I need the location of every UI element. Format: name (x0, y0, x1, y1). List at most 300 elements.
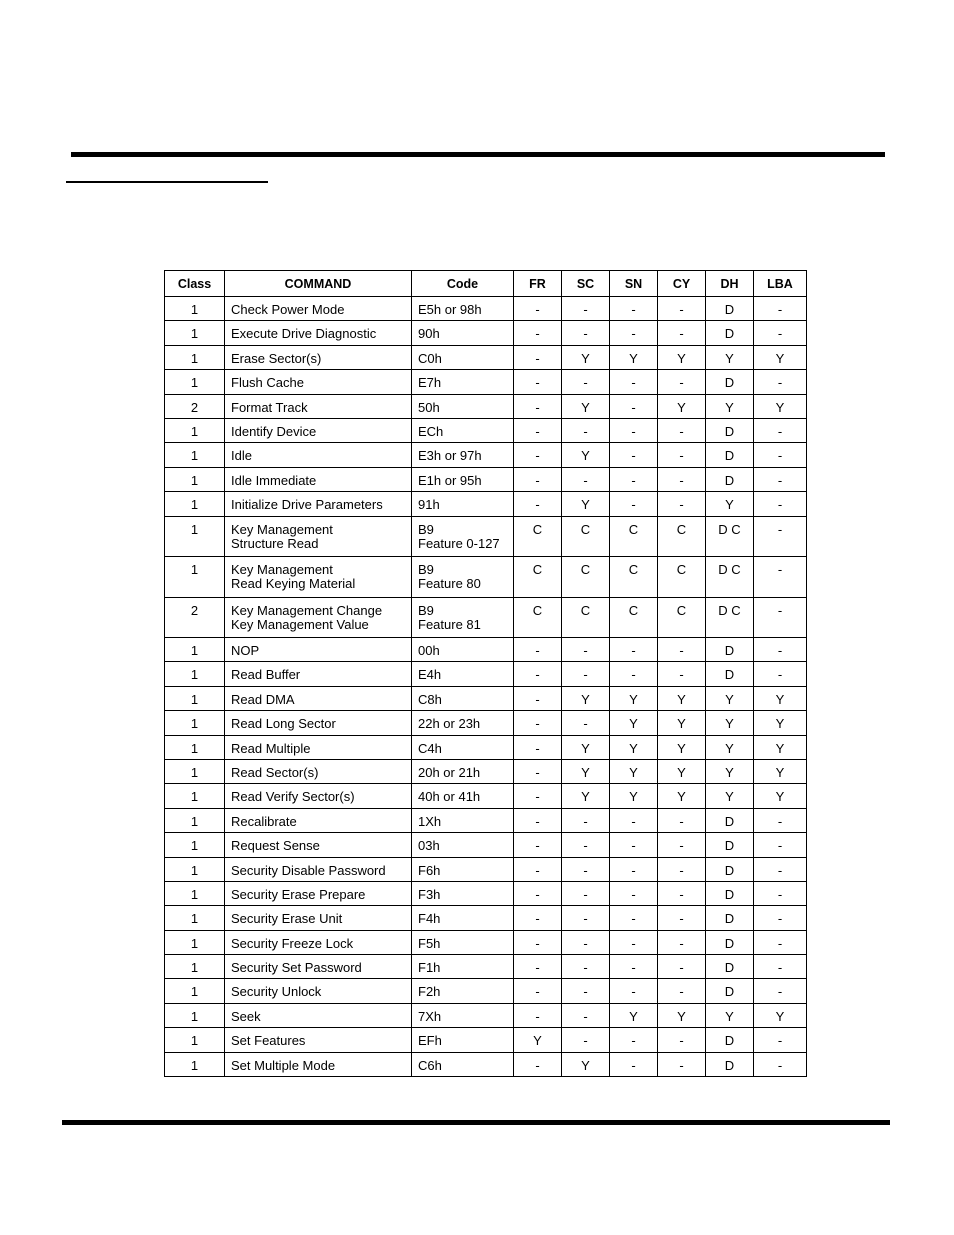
code-line: E4h (418, 667, 442, 683)
cell-class: 1 (165, 1003, 225, 1027)
cell-command (225, 1028, 412, 1052)
cell-cy: - (658, 370, 706, 394)
header-lba: LBA (754, 271, 807, 297)
cell-class: 1 (165, 1052, 225, 1076)
cell-sn: - (610, 930, 658, 954)
cell-sc: - (562, 833, 610, 857)
cell-dh: D (706, 808, 754, 832)
cell-command (225, 662, 412, 686)
cell-lba: Y (754, 1003, 807, 1027)
cell-cy: Y (658, 784, 706, 808)
cell-cy: - (658, 418, 706, 442)
cell-cy: - (658, 443, 706, 467)
table-row (165, 1052, 807, 1076)
cell-cy: - (658, 1052, 706, 1076)
cell-cy: - (658, 467, 706, 491)
cell-sc: - (562, 857, 610, 881)
cell-code (412, 881, 514, 905)
cell-sc: - (562, 808, 610, 832)
cell-fr: - (514, 662, 562, 686)
cell-code (412, 662, 514, 686)
cell-cy: C (658, 557, 706, 598)
cell-lba: - (754, 833, 807, 857)
table-row (165, 597, 807, 638)
cell-lba: - (754, 1028, 807, 1052)
command-line: Read Verify Sector(s) (231, 789, 355, 805)
cell-lba: Y (754, 345, 807, 369)
code-line: C0h (418, 350, 442, 366)
cell-command (225, 686, 412, 710)
heading-underline (66, 181, 268, 183)
code-line: 22h or 23h (418, 716, 481, 732)
cell-lba: Y (754, 711, 807, 735)
table-row (165, 557, 807, 598)
cell-sc: Y (562, 492, 610, 516)
code-line: F4h (418, 911, 441, 927)
command-line: Security Erase Unit (231, 911, 343, 927)
cell-lba: Y (754, 394, 807, 418)
cell-sn: - (610, 906, 658, 930)
command-line: Seek (231, 1008, 261, 1024)
cell-command (225, 930, 412, 954)
cell-dh: D (706, 979, 754, 1003)
cell-sn: - (610, 662, 658, 686)
cell-fr: - (514, 979, 562, 1003)
cell-class: 1 (165, 467, 225, 491)
cell-fr: - (514, 784, 562, 808)
cell-cy: Y (658, 759, 706, 783)
cell-lba: Y (754, 686, 807, 710)
command-line: Read DMA (231, 691, 295, 707)
command-line: Security Disable Password (231, 862, 386, 878)
cell-command (225, 808, 412, 832)
command-line: Read Sector(s) (231, 764, 319, 780)
cell-sc: - (562, 370, 610, 394)
code-line: B9 (418, 521, 434, 537)
cell-code (412, 597, 514, 638)
table-row (165, 662, 807, 686)
command-line: Format Track (231, 399, 308, 415)
cell-cy: - (658, 857, 706, 881)
table-row (165, 906, 807, 930)
cell-command (225, 321, 412, 345)
cell-command (225, 955, 412, 979)
table-row (165, 955, 807, 979)
cell-cy: - (658, 906, 706, 930)
cell-code (412, 833, 514, 857)
cell-dh: Y (706, 345, 754, 369)
cell-dh: D (706, 418, 754, 442)
cell-class: 1 (165, 784, 225, 808)
cell-lba: - (754, 467, 807, 491)
cell-sc: - (562, 1028, 610, 1052)
cell-lba: - (754, 418, 807, 442)
cell-sn: C (610, 516, 658, 557)
cell-sc: - (562, 321, 610, 345)
cell-sn: - (610, 857, 658, 881)
cell-code (412, 930, 514, 954)
cell-fr: - (514, 711, 562, 735)
table-row (165, 979, 807, 1003)
cell-class: 1 (165, 345, 225, 369)
cell-lba: - (754, 906, 807, 930)
cell-class: 1 (165, 759, 225, 783)
cell-command (225, 597, 412, 638)
cell-dh: Y (706, 394, 754, 418)
cell-sc: - (562, 638, 610, 662)
cell-lba: - (754, 492, 807, 516)
code-line: ECh (418, 423, 444, 439)
cell-class: 1 (165, 906, 225, 930)
code-line: E5h or 98h (418, 302, 482, 317)
cell-cy: Y (658, 394, 706, 418)
cell-code (412, 955, 514, 979)
header-command: COMMAND (225, 271, 412, 297)
cell-class: 1 (165, 297, 225, 321)
cell-command (225, 418, 412, 442)
cell-sn: C (610, 557, 658, 598)
command-line: Set Multiple Mode (231, 1057, 336, 1073)
cell-class: 1 (165, 833, 225, 857)
cell-sn: - (610, 443, 658, 467)
cell-code (412, 394, 514, 418)
cell-class: 2 (165, 597, 225, 638)
cell-class: 1 (165, 1028, 225, 1052)
cell-sn: - (610, 1028, 658, 1052)
cell-dh: Y (706, 784, 754, 808)
cell-lba: - (754, 516, 807, 557)
cell-dh: D (706, 443, 754, 467)
cell-code (412, 979, 514, 1003)
command-line: Structure Read (231, 535, 319, 551)
cell-dh: D (706, 1028, 754, 1052)
cell-cy: - (658, 297, 706, 321)
cell-dh: D (706, 930, 754, 954)
cell-lba: - (754, 370, 807, 394)
table-row (165, 833, 807, 857)
cell-code (412, 906, 514, 930)
header-cy: CY (658, 271, 706, 297)
command-line: Execute Drive Diagnostic (231, 326, 377, 342)
header-fr: FR (514, 271, 562, 297)
cell-sc: Y (562, 784, 610, 808)
cell-code (412, 857, 514, 881)
command-line: Key Management Change (231, 602, 383, 618)
cell-code (412, 297, 514, 321)
command-line: Set Features (231, 1033, 306, 1049)
cell-fr: - (514, 345, 562, 369)
cell-sc: - (562, 1003, 610, 1027)
code-line: F2h (418, 984, 441, 1000)
cell-cy: - (658, 492, 706, 516)
cell-sn: Y (610, 735, 658, 759)
cell-class: 1 (165, 638, 225, 662)
cell-class: 1 (165, 516, 225, 557)
table-row (165, 930, 807, 954)
code-line: C6h (418, 1057, 442, 1073)
cell-fr: C (514, 516, 562, 557)
cell-lba: Y (754, 735, 807, 759)
cell-sn: Y (610, 1003, 658, 1027)
cell-sn: - (610, 321, 658, 345)
cell-command (225, 759, 412, 783)
header-dh: DH (706, 271, 754, 297)
cell-sc: - (562, 467, 610, 491)
cell-code (412, 467, 514, 491)
command-line: Read Buffer (231, 667, 301, 683)
cell-dh: D (706, 297, 754, 321)
code-line: 50h (418, 399, 440, 415)
table-row (165, 1003, 807, 1027)
cell-dh: D C (706, 516, 754, 557)
cell-sc: - (562, 930, 610, 954)
cell-sn: - (610, 808, 658, 832)
code-line: F5h (418, 935, 441, 951)
bottom-rule (62, 1120, 890, 1125)
cell-cy: - (658, 881, 706, 905)
cell-lba: - (754, 808, 807, 832)
cell-sn: Y (610, 784, 658, 808)
command-line: Key Management Value (231, 616, 369, 632)
cell-cy: - (658, 662, 706, 686)
command-line: Security Unlock (231, 984, 322, 1000)
cell-lba: - (754, 979, 807, 1003)
code-line: 03h (418, 838, 440, 854)
table-row (165, 759, 807, 783)
command-line: NOP (231, 643, 260, 659)
table-header-row (165, 271, 807, 297)
cell-code (412, 711, 514, 735)
command-line: Idle (231, 448, 252, 464)
cell-command (225, 881, 412, 905)
cell-fr: - (514, 808, 562, 832)
cell-command (225, 492, 412, 516)
cell-cy: - (658, 321, 706, 345)
cell-sc: C (562, 516, 610, 557)
cell-class: 1 (165, 321, 225, 345)
cell-command (225, 516, 412, 557)
command-line: Initialize Drive Parameters (231, 497, 383, 513)
cell-fr: Y (514, 1028, 562, 1052)
cell-command (225, 711, 412, 735)
table-body (165, 297, 807, 1077)
cell-sc: - (562, 881, 610, 905)
table-row (165, 881, 807, 905)
cell-command (225, 735, 412, 759)
cell-sn: Y (610, 711, 658, 735)
cell-sn: - (610, 833, 658, 857)
cell-sn: - (610, 638, 658, 662)
cell-lba: - (754, 1052, 807, 1076)
cell-code (412, 1028, 514, 1052)
table-row (165, 321, 807, 345)
cell-cy: - (658, 930, 706, 954)
cell-cy: - (658, 638, 706, 662)
cell-class: 1 (165, 979, 225, 1003)
cell-class: 1 (165, 418, 225, 442)
cell-lba: Y (754, 759, 807, 783)
cell-lba: - (754, 881, 807, 905)
table-row (165, 638, 807, 662)
cell-lba: Y (754, 784, 807, 808)
table-row (165, 857, 807, 881)
cell-sn: - (610, 955, 658, 979)
cell-code (412, 443, 514, 467)
cell-fr: - (514, 930, 562, 954)
cell-sc: Y (562, 735, 610, 759)
cell-sc: Y (562, 394, 610, 418)
cell-code (412, 735, 514, 759)
cell-dh: D (706, 1052, 754, 1076)
command-line: Erase Sector(s) (231, 350, 322, 366)
code-line: 40h or 41h (418, 789, 481, 805)
command-table (164, 270, 807, 1077)
cell-command (225, 1003, 412, 1027)
cell-class: 1 (165, 492, 225, 516)
cell-cy: Y (658, 686, 706, 710)
table-row (165, 418, 807, 442)
cell-dh: D (706, 467, 754, 491)
cell-dh: D C (706, 557, 754, 598)
cell-lba: - (754, 955, 807, 979)
cell-lba: - (754, 443, 807, 467)
code-line: Feature 81 (418, 616, 481, 632)
cell-lba: - (754, 557, 807, 598)
cell-dh: D (706, 321, 754, 345)
cell-fr: - (514, 443, 562, 467)
table-row (165, 297, 807, 321)
code-line: 20h or 21h (418, 764, 481, 780)
cell-code (412, 808, 514, 832)
cell-sc: Y (562, 686, 610, 710)
cell-class: 1 (165, 686, 225, 710)
cell-cy: Y (658, 711, 706, 735)
cell-sn: - (610, 394, 658, 418)
cell-dh: D (706, 955, 754, 979)
cell-lba: - (754, 297, 807, 321)
command-line: Security Set Password (231, 960, 362, 976)
cell-command (225, 443, 412, 467)
cell-dh: D (706, 662, 754, 686)
cell-class: 1 (165, 857, 225, 881)
cell-fr: C (514, 597, 562, 638)
cell-code (412, 492, 514, 516)
cell-code (412, 370, 514, 394)
cell-sn: Y (610, 759, 658, 783)
command-line: Security Erase Prepare (231, 886, 366, 902)
command-line: Key Management (231, 521, 333, 537)
cell-class: 1 (165, 443, 225, 467)
table-row (165, 394, 807, 418)
cell-fr: - (514, 492, 562, 516)
cell-dh: Y (706, 1003, 754, 1027)
code-line: 1Xh (418, 813, 442, 829)
header-sc: SC (562, 271, 610, 297)
cell-dh: D (706, 370, 754, 394)
cell-sn: - (610, 492, 658, 516)
cell-sc: Y (562, 345, 610, 369)
cell-fr: - (514, 370, 562, 394)
cell-sc: Y (562, 1052, 610, 1076)
top-rule (71, 152, 885, 157)
cell-dh: Y (706, 492, 754, 516)
cell-cy: - (658, 833, 706, 857)
command-line: Check Power Mode (231, 302, 345, 317)
cell-class: 1 (165, 930, 225, 954)
cell-sc: - (562, 662, 610, 686)
cell-fr: - (514, 418, 562, 442)
code-line: C8h (418, 691, 442, 707)
table-row (165, 784, 807, 808)
code-line: 7Xh (418, 1008, 442, 1024)
cell-command (225, 370, 412, 394)
table-row (165, 808, 807, 832)
table-row (165, 492, 807, 516)
cell-command (225, 979, 412, 1003)
cell-class: 2 (165, 394, 225, 418)
cell-sn: - (610, 1052, 658, 1076)
cell-fr: - (514, 638, 562, 662)
cell-fr: C (514, 557, 562, 598)
cell-fr: - (514, 759, 562, 783)
cell-sc: - (562, 418, 610, 442)
cell-command (225, 833, 412, 857)
cell-code (412, 321, 514, 345)
cell-cy: Y (658, 1003, 706, 1027)
header-sn: SN (610, 271, 658, 297)
cell-code (412, 557, 514, 598)
cell-sc: C (562, 597, 610, 638)
command-line: Security Freeze Lock (231, 935, 354, 951)
code-line: F3h (418, 886, 441, 902)
cell-code (412, 638, 514, 662)
cell-dh: D (706, 857, 754, 881)
cell-fr: - (514, 857, 562, 881)
code-line: Feature 80 (418, 576, 481, 592)
cell-fr: - (514, 881, 562, 905)
table-row (165, 370, 807, 394)
cell-class: 1 (165, 370, 225, 394)
cell-lba: - (754, 321, 807, 345)
cell-command (225, 467, 412, 491)
cell-fr: - (514, 906, 562, 930)
cell-command (225, 394, 412, 418)
code-line: E1h or 95h (418, 472, 482, 488)
cell-fr: - (514, 1003, 562, 1027)
cell-sn: - (610, 467, 658, 491)
cell-sc: - (562, 955, 610, 979)
header-code: Code (412, 271, 514, 297)
table-row (165, 345, 807, 369)
cell-code (412, 759, 514, 783)
cell-class: 1 (165, 955, 225, 979)
cell-dh: D (706, 833, 754, 857)
cell-command (225, 784, 412, 808)
command-line: Flush Cache (231, 375, 304, 391)
command-line: Recalibrate (231, 813, 297, 829)
table-row (165, 711, 807, 735)
code-line: F1h (418, 960, 441, 976)
cell-sn: Y (610, 345, 658, 369)
cell-lba: - (754, 662, 807, 686)
code-line: B9 (418, 562, 434, 578)
cell-code (412, 784, 514, 808)
cell-fr: - (514, 833, 562, 857)
cell-sn: Y (610, 686, 658, 710)
cell-cy: - (658, 955, 706, 979)
cell-fr: - (514, 686, 562, 710)
cell-class: 1 (165, 711, 225, 735)
